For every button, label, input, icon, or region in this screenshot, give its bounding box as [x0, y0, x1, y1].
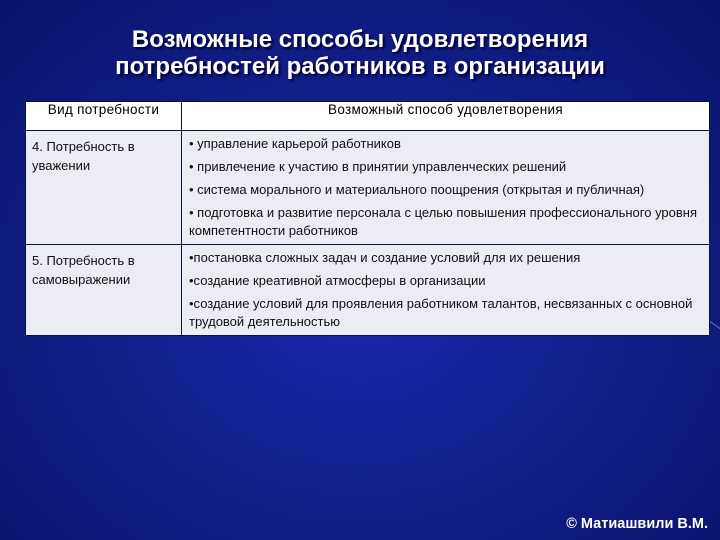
slide-title-line-2: потребностей работников в организации: [115, 53, 605, 80]
need-cell: 4. Потребность в уважении: [26, 131, 182, 245]
need-cell: 5. Потребность в самовыражении: [26, 245, 182, 336]
way-item: • подготовка и развитие персонала с целью повышения профессионального уровня компетентности работников: [189, 205, 698, 238]
table-row: [26, 131, 710, 245]
way-item: •создание креативной атмосферы в организации: [189, 273, 486, 288]
ways-cell: [182, 131, 710, 245]
header-need-type: Вид потребности: [26, 102, 182, 131]
way-item: • управление карьерой работников: [189, 136, 401, 151]
header-satisfaction-method: Возможный способ удовлетворения: [182, 102, 710, 131]
way-item: • система морального и материального поощрения (открытая и публичная): [189, 182, 645, 197]
slide-title-line-1: Возможные способы удовлетворения: [131, 26, 589, 53]
slide-title: [0, 26, 720, 80]
ways-cell: [182, 245, 710, 336]
table-header-row: [26, 102, 710, 131]
way-item: •создание условий для проявления работником талантов, несвязанных с основной трудовой деятельностью: [189, 296, 693, 329]
table-row: [26, 245, 710, 336]
way-item: •постановка сложных задач и создание условий для их решения: [189, 250, 581, 265]
needs-table: [25, 101, 710, 336]
way-item: • привлечение к участию в принятии управленческих решений: [189, 159, 567, 174]
copyright: © Матиашвили В.М.: [566, 516, 708, 532]
